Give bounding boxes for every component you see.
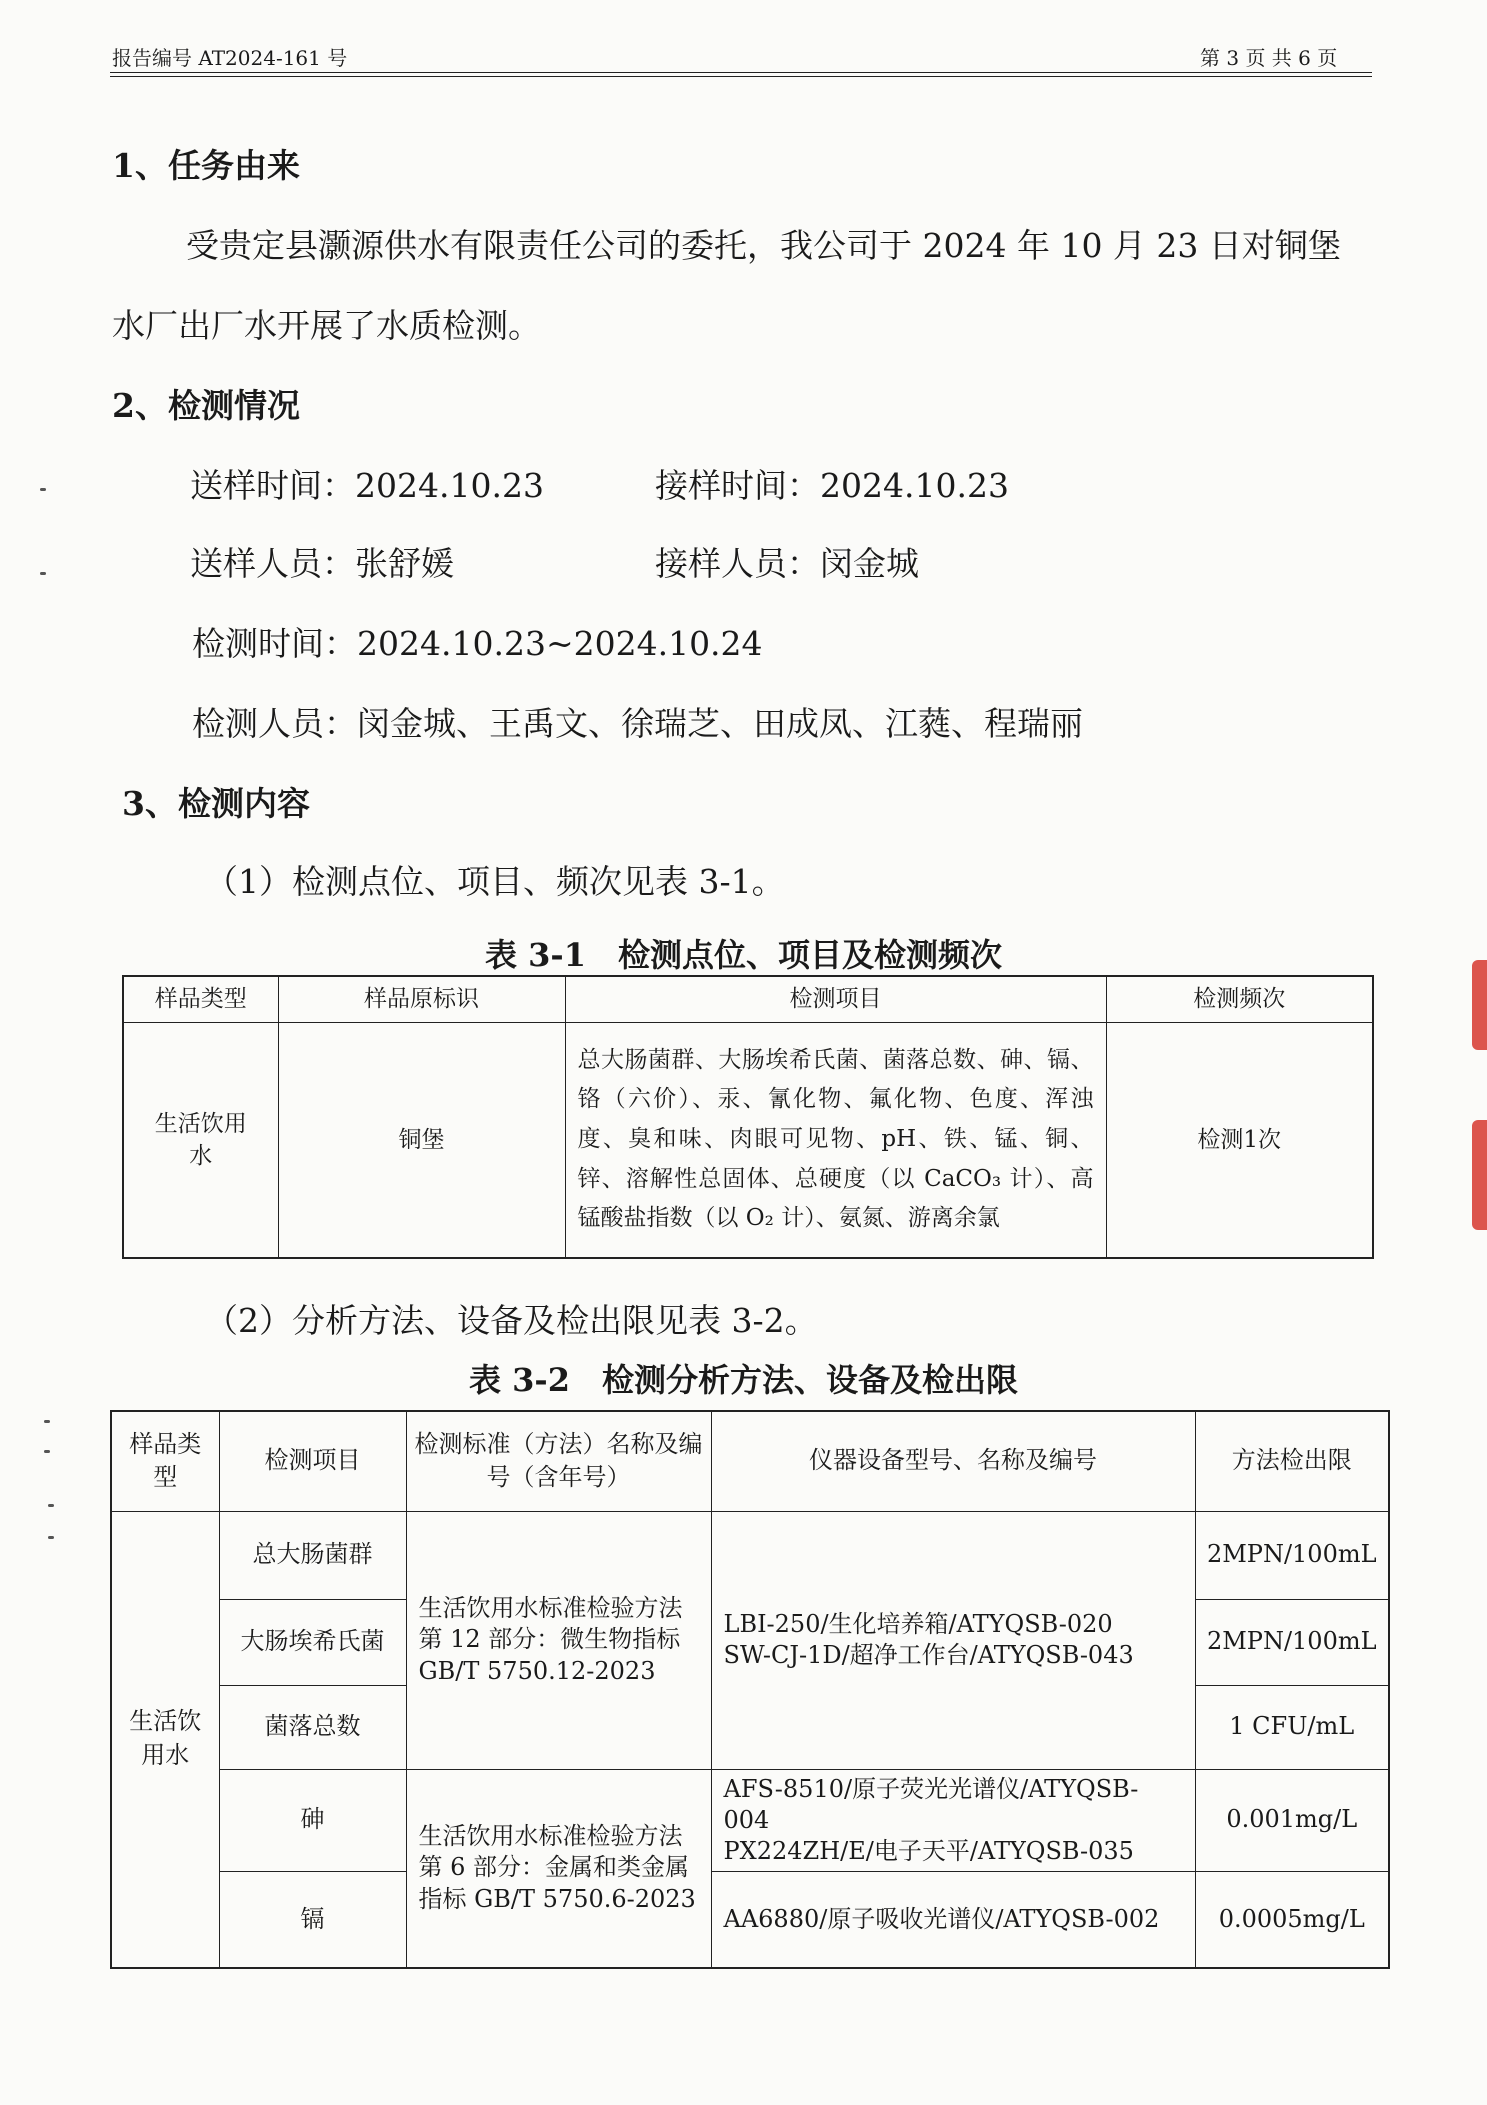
header-standard: 检测标准（方法）名称及编号（含年号） — [406, 1411, 711, 1511]
send-time: 送样时间：2024.10.23 — [190, 466, 544, 505]
header-test-item: 检测项目 — [219, 1411, 406, 1511]
header-sample-type: 样品类型 — [111, 1411, 219, 1511]
cell-test-items: 总大肠菌群、大肠埃希氏菌、菌落总数、砷、镉、铬（六价）、汞、氰化物、氟化物、色度、浑浊度、臭和味、肉眼可见物、pH、铁、锰、铜、锌、溶解性总固体、总硬度（以 CaCO₃ 计）、高锰酸盐指数（以 O₂ 计）、氨氮、游离余氯 — [565, 1022, 1106, 1258]
cell-sample-id: 铜堡 — [278, 1022, 565, 1258]
section-3-item-2: （2）分析方法、设备及检出限见表 3-2。 — [205, 1301, 818, 1340]
cell-test-frequency: 检测1次 — [1106, 1022, 1373, 1258]
header-test-frequency: 检测频次 — [1106, 976, 1373, 1022]
header-detection-limit: 方法检出限 — [1195, 1411, 1389, 1511]
cell-equipment-cadmium: AA6880/原子吸收光谱仪/ATYQSB-002 — [711, 1872, 1195, 1968]
cell-sample-type: 生活饮用水 — [123, 1022, 278, 1258]
cell-test-item: 大肠埃希氏菌 — [219, 1599, 406, 1685]
testers: 检测人员：闵金城、王禹文、徐瑞芝、田成凤、江蕤、程瑞丽 — [192, 704, 1083, 743]
table-3-1-header-row — [123, 976, 1373, 1022]
section-1-title: 1、任务由来 — [112, 146, 300, 185]
cell-standard-microbial: 生活饮用水标准检验方法 第 12 部分：微生物指标 GB/T 5750.12-2023 — [406, 1511, 711, 1769]
scan-speck — [40, 488, 46, 491]
seal-stamp-edge — [1472, 1120, 1487, 1230]
test-time: 检测时间：2024.10.23~2024.10.24 — [192, 624, 763, 663]
report-number: 报告编号 AT2024-161 号 — [112, 46, 348, 70]
scan-speck — [40, 572, 46, 575]
cell-equipment-arsenic — [711, 1769, 1195, 1872]
equipment-line: SW-CJ-1D/超净工作台/ATYQSB-043 — [723, 1641, 1134, 1669]
table-3-2 — [110, 1410, 1390, 1969]
scan-speck — [44, 1420, 50, 1423]
table-3-2-header-row — [111, 1411, 1389, 1511]
section-1-line-2: 水厂出厂水开展了水质检测。 — [112, 306, 541, 345]
header-rule-thin — [110, 76, 1372, 77]
receiver: 接样人员：闵金城 — [655, 544, 919, 583]
cell-detection-limit: 0.0005mg/L — [1195, 1872, 1389, 1968]
header-sample-type: 样品类型 — [123, 976, 278, 1022]
table-row — [111, 1872, 1389, 1968]
table-3-2-caption: 表 3-2 检测分析方法、设备及检出限 — [469, 1361, 1018, 1399]
seal-stamp-edge — [1472, 960, 1487, 1050]
equipment-line: PX224ZH/E/电子天平/ATYQSB-035 — [723, 1836, 1134, 1865]
header-sample-id: 样品原标识 — [278, 976, 565, 1022]
cell-test-item: 镉 — [219, 1872, 406, 1968]
cell-test-item: 菌落总数 — [219, 1685, 406, 1769]
table-3-1-row — [123, 1022, 1373, 1258]
cell-standard-metal: 生活饮用水标准检验方法 第 6 部分：金属和类金属指标 GB/T 5750.6-2023 — [406, 1769, 711, 1968]
equipment-line: AFS-8510/原子荧光光谱仪/ATYQSB-004 — [723, 1774, 1139, 1834]
table-3-1-caption: 表 3-1 检测点位、项目及检测频次 — [485, 936, 1002, 974]
receive-time: 接样时间：2024.10.23 — [655, 466, 1009, 505]
page-indicator: 第 3 页 共 6 页 — [1200, 46, 1338, 70]
cell-detection-limit: 0.001mg/L — [1195, 1769, 1389, 1872]
cell-detection-limit: 2MPN/100mL — [1195, 1599, 1389, 1685]
cell-detection-limit: 1 CFU/mL — [1195, 1685, 1389, 1769]
scan-speck — [48, 1504, 54, 1507]
scan-speck — [48, 1536, 54, 1539]
table-3-1 — [122, 975, 1374, 1259]
equipment-line: LBI-250/生化培养箱/ATYQSB-020 — [723, 1609, 1113, 1638]
cell-test-item: 砷 — [219, 1769, 406, 1872]
cell-equipment-microbial — [711, 1511, 1195, 1769]
section-3-title: 3、检测内容 — [122, 784, 310, 823]
header-rule — [110, 72, 1372, 73]
sender: 送样人员：张舒媛 — [190, 544, 454, 583]
header-equipment: 仪器设备型号、名称及编号 — [711, 1411, 1195, 1511]
table-row — [111, 1769, 1389, 1872]
cell-detection-limit: 2MPN/100mL — [1195, 1511, 1389, 1599]
section-2-title: 2、检测情况 — [112, 386, 300, 425]
cell-sample-type: 生活饮用水 — [111, 1511, 219, 1968]
cell-test-item: 总大肠菌群 — [219, 1511, 406, 1599]
header-test-items: 检测项目 — [565, 976, 1106, 1022]
scan-speck — [44, 1450, 50, 1453]
section-3-item-1: （1）检测点位、项目、频次见表 3-1。 — [205, 862, 785, 901]
table-row — [111, 1511, 1389, 1599]
section-1-line-1: 受贵定县灏源供水有限责任公司的委托，我公司于 2024 年 10 月 23 日对铜堡 — [186, 226, 1341, 265]
